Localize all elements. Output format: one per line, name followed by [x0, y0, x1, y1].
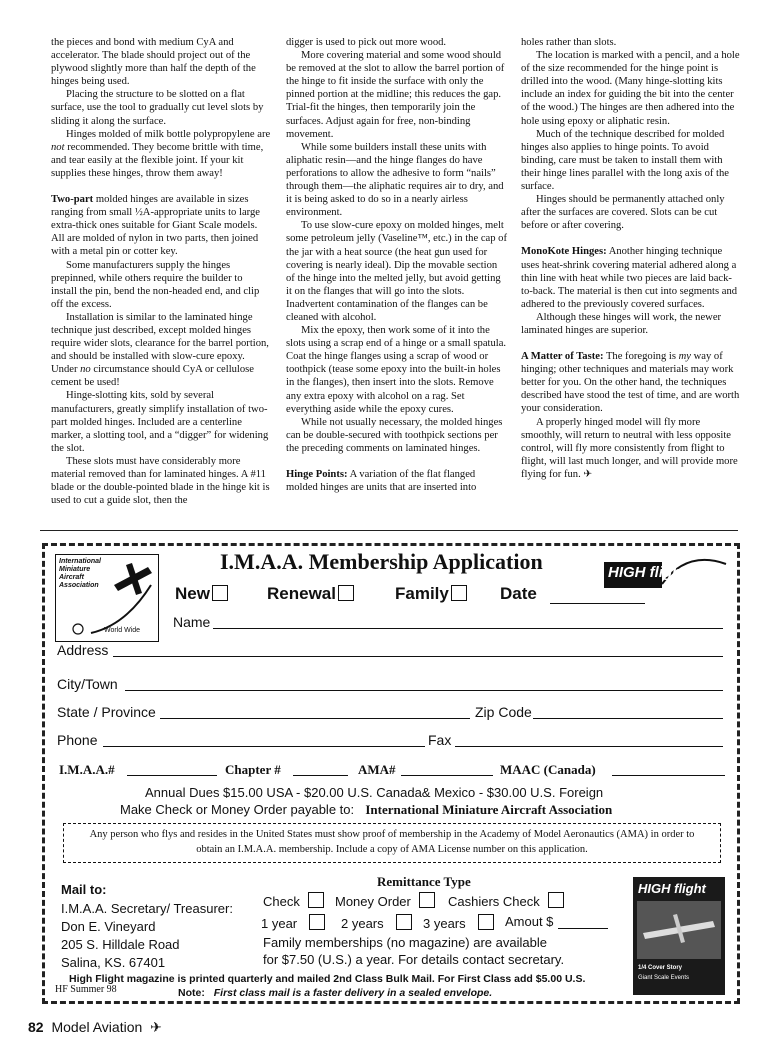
form-title: I.M.A.A. Membership Application	[220, 549, 543, 574]
note-line: Note: First class mail is a faster delivery in a sealed envelope.	[178, 987, 493, 999]
paragraph: digger is used to pick out more wood.	[286, 37, 447, 48]
paragraph: MonoKote Hinges: Another hinging technique uses heat-shrink covering material adhered along a thin line with heat while two pieces are laid back-to-back. The material is then cut into segments and adhered to the previously covered surfaces.	[521, 246, 738, 310]
paragraph: Two-part molded hinges are available in sizes ranging from small ½A-appropriate units to large extra-thick ones suitable for Giant Scale models. All are molded of nylon in two parts, then joined with a metal pin or cotter key.	[51, 194, 260, 258]
remittance-title: Remittance Type	[377, 874, 471, 889]
cover-title: HIGH flight	[638, 881, 706, 896]
address-label: Address	[57, 642, 109, 658]
paragraph: Hinges molded of milk bottle polypropylene are not recommended. They become brittle with time, and tear easily at the flexible joint. If your kit supplies these hinges, throw them away!	[51, 128, 271, 179]
renewal-option[interactable]: Renewal	[267, 584, 354, 604]
check-checkbox[interactable]	[308, 892, 324, 908]
maac-label: MAAC (Canada)	[500, 762, 596, 777]
chapter-label: Chapter #	[225, 762, 281, 777]
mail-address-1: I.M.A.A. Secretary/ Treasurer:	[61, 901, 233, 916]
phone-label: Phone	[57, 732, 98, 748]
paragraph: Placing the structure to be slotted on a flat surface, use the tool to gradually cut level slots by sliding it along the surface.	[51, 89, 264, 127]
article-column-3	[521, 36, 743, 481]
fax-field[interactable]	[455, 746, 723, 747]
two-years-option[interactable]: 2 years	[341, 914, 412, 931]
airplane-arrow-icon: ✈	[150, 1019, 162, 1035]
money-order-option[interactable]: Money Order	[335, 892, 435, 909]
cover-caption-2: Giant Scale Events	[638, 975, 690, 981]
membership-form	[42, 543, 740, 1004]
new-option[interactable]: New	[175, 584, 228, 604]
family-checkbox[interactable]	[451, 585, 467, 601]
fax-label: Fax	[428, 732, 452, 748]
cover-caption-1: 1/4 Cover Story	[638, 965, 683, 971]
family-note-2: for $7.50 (U.S.) a year. For details contact secretary.	[263, 952, 565, 967]
phone-field[interactable]	[103, 746, 425, 747]
check-option[interactable]: Check	[263, 892, 324, 909]
ama-notice: Any person who flys and resides in the United States must show proof of membership in the Academy of Model Aeronautics (AMA) in order to obtain an I.M.A.A. membership. Include a copy of AMA License number on this application.	[63, 823, 721, 863]
imaa-number-field[interactable]	[127, 775, 217, 776]
logo-text: International Miniature Aircraft Association	[59, 558, 102, 589]
zip-label: Zip Code	[475, 704, 532, 720]
paragraph: Much of the technique described for molded hinges also applies to hinge points. To avoid binding, care must be taken to install them with their hinge lines parallel with the long axis of the surface.	[521, 128, 729, 193]
address-field[interactable]	[113, 656, 723, 657]
cashiers-check-option[interactable]: Cashiers Check	[448, 892, 564, 909]
cashiers-check-checkbox[interactable]	[548, 892, 564, 908]
mail-address-4: Salina, KS. 67401	[61, 955, 166, 970]
article-column-1	[51, 36, 271, 507]
dues-text: Annual Dues $15.00 USA - $20.00 U.S. Canada& Mexico - $30.00 U.S. Foreign	[145, 785, 604, 800]
paragraph: A Matter of Taste: The foregoing is my way of hinging; other techniques and materials may work better for you. On the other hand, the techniques described have stood the test of time, and are worth your consideration.	[521, 351, 740, 415]
paragraph: To use slow-cure epoxy on molded hinges, melt some petroleum jelly (Vaseline™, etc.) in the cap of the jar with a heat source (the heat gun used for covering is nearly ideal). Dip the movable section of the hinge into the melted jelly, but avoid getting it on the flanges that will go into the slots. Inadvertent contamination of the flanges can be cleaned with alcohol.	[286, 220, 508, 323]
three-years-option[interactable]: 3 years	[423, 914, 494, 931]
imaa-number-label: I.M.A.A.#	[59, 762, 115, 777]
imaa-logo	[55, 554, 159, 642]
date-label: Date	[500, 584, 537, 603]
name-label: Name	[173, 614, 211, 630]
paragraph: Installation is similar to the laminated hinge technique just described, except molded hinges require wider slots, clearance for the barrel portion, and should be installed with slow-cure epoxy. Under no circumstance should CyA or cellulose cement be used!	[51, 311, 269, 389]
paragraph: the pieces and bond with medium CyA and accelerator. The blade should project out of the plywood slightly more than half the depth of the hinges being used.	[51, 37, 256, 88]
mail-address-3: 205 S. Hilldale Road	[61, 937, 180, 952]
one-year-checkbox[interactable]	[309, 914, 325, 930]
paragraph: Mix the epoxy, then work some of it into the slots using a scrap end of a hinge or a small spatula. Coat the hinge flanges using a scrap of wood or toothpick (tease some epoxy into the built-in holes in the flanges), then insert into the slots. Remove any extra epoxy with alcohol on a rag. Set everything aside while the epoxy cures.	[286, 325, 507, 415]
one-year-option[interactable]: 1 year	[261, 914, 325, 931]
divider	[40, 530, 738, 531]
magazine-note: High Flight magazine is printed quarterly and mailed 2nd Class Bulk Mail. For First Class add $5.00 U.S.	[69, 973, 586, 985]
page-footer: 82 Model Aviation ✈	[28, 1019, 162, 1035]
payable-line: Make Check or Money Order payable to: International Miniature Aircraft Association	[120, 802, 613, 817]
date-field[interactable]	[550, 603, 645, 604]
renewal-checkbox[interactable]	[338, 585, 354, 601]
paragraph: Hinges should be permanently attached only after the surfaces are covered. Slots can be cut before or after covering.	[521, 194, 725, 232]
high-flight-logo	[602, 554, 730, 596]
article-column-2	[286, 36, 508, 494]
paragraph: The location is marked with a pencil, and a hole of the size recommended for the hinge point is drilled into the wood. (Many hinge-slotting kits include an index for guiding the bit into the center of the wood.) The hinges are then adhered into the hole using epoxy or aliphatic resin.	[521, 50, 740, 127]
paragraph: Hinge Points: A variation of the flat flanged molded hinges are units that are inserted into	[286, 469, 477, 494]
amount-label: Amout $	[505, 914, 554, 929]
issue-label: HF Summer 98	[55, 984, 117, 995]
paragraph: These slots must have considerably more material removed than for laminated hinges. A #11 blade or the double-pointed blade in the hinge kit is used to cut a guide slot, then the	[51, 455, 270, 507]
paragraph: Some manufacturers supply the hinges prepinned, while others require the builder to install the pin, bend the non-headed end, and clip off the excess.	[51, 259, 260, 310]
city-label: City/Town	[57, 676, 118, 692]
maac-field[interactable]	[612, 775, 725, 776]
paragraph: A properly hinged model will fly more smoothly, will return to neutral with less opposite control, will fly more consistently from flight to flight, will last much longer, and will provide more flying for fun. ✈	[521, 416, 738, 480]
paragraph: Although these hinges will work, the newer laminated hinges are superior.	[521, 311, 722, 336]
new-checkbox[interactable]	[212, 585, 228, 601]
city-field[interactable]	[125, 690, 723, 691]
family-option[interactable]: Family	[395, 584, 467, 604]
brand-text: HIGH flight	[608, 564, 687, 581]
paragraph: holes rather than slots.	[521, 37, 617, 48]
amount-field[interactable]	[558, 928, 608, 929]
ama-label: AMA#	[358, 762, 396, 777]
state-field[interactable]	[160, 718, 470, 719]
two-years-checkbox[interactable]	[396, 914, 412, 930]
paragraph: More covering material and some wood should be removed at the slot to allow the barrel portion of the hinge to fit inside the surface with only the pinned portion at the midline; this reduces the gap. Trial-fit the hinges, then temporarily join the surfaces. Adjust again for free, non-binding movement.	[286, 50, 505, 140]
chapter-field[interactable]	[293, 775, 348, 776]
ama-field[interactable]	[401, 775, 493, 776]
paragraph: While not usually necessary, the molded hinges can be double-secured with toothpick sections per the preceding comments on laminated hinges.	[286, 416, 503, 454]
magazine-cover	[633, 877, 725, 995]
three-years-checkbox[interactable]	[478, 914, 494, 930]
paragraph: While some builders install these units with aliphatic resin—and the hinge flanges do have perforations to allow the adhesive to form “nails” through them—the aliphatic requires air to dry, and it is being asked to do so in a nearly airless environment.	[286, 141, 504, 219]
money-order-checkbox[interactable]	[419, 892, 435, 908]
paragraph: Hinge-slotting kits, sold by several manufacturers, greatly simplify installation of two-part molded hinges. Included are a centerline marker, a slotting tool, and a “digger” for widening the slot.	[51, 390, 269, 454]
family-note-1: Family memberships (no magazine) are available	[263, 935, 547, 950]
state-label: State / Province	[57, 704, 156, 720]
zip-field[interactable]	[533, 718, 723, 719]
mail-address-2: Don E. Vineyard	[61, 919, 156, 934]
mail-to-label: Mail to:	[61, 882, 107, 897]
logo-sub: World Wide	[104, 627, 141, 634]
name-field[interactable]	[213, 628, 723, 629]
